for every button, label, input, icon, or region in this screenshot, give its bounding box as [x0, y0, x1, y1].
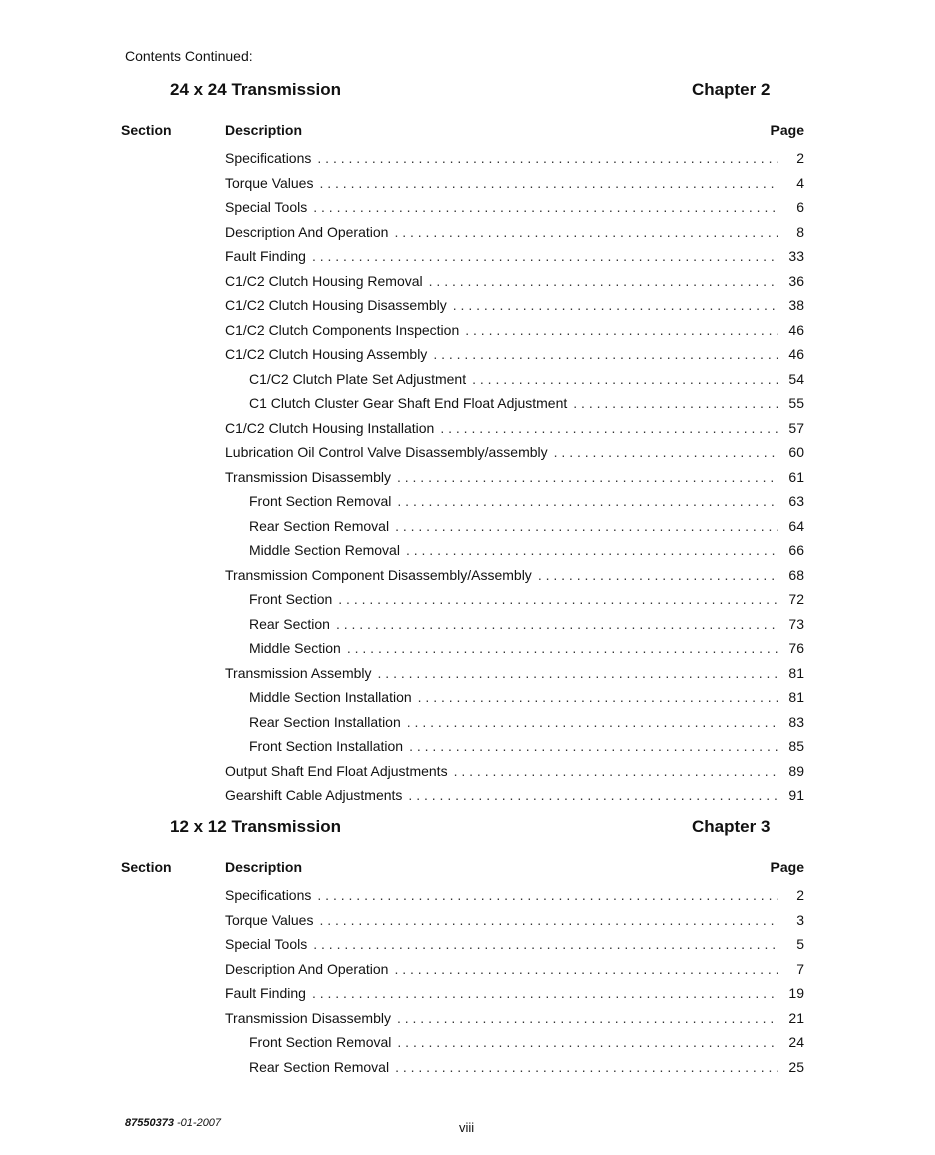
- chapter-number: Chapter 3: [692, 817, 771, 836]
- section-column-header: Section: [121, 122, 172, 138]
- description-column-header: Description: [225, 122, 303, 138]
- chapter-title: 24 x 24 Transmission: [170, 80, 342, 99]
- toc-entry-page: 4: [796, 174, 804, 191]
- toc-entry-page: 73: [788, 615, 804, 632]
- toc-entry-title: Transmission Component Disassembly/Assembly: [225, 566, 532, 583]
- toc-entry: [225, 197, 804, 222]
- toc-entry: [225, 885, 804, 910]
- toc-entry-page: 6: [796, 199, 804, 215]
- toc-entry-title: Fault Finding: [225, 248, 306, 264]
- toc-entry: [225, 222, 804, 247]
- dot-leader: [319, 910, 778, 930]
- column-headers: [0, 859, 935, 885]
- toc-entry-title: C1/C2 Clutch Plate Set Adjustment: [249, 370, 467, 387]
- toc-entry-title: Rear Section: [249, 615, 330, 632]
- dot-leader: [433, 344, 778, 364]
- toc-entry-page: 3: [796, 911, 804, 928]
- toc-entry: [225, 663, 804, 688]
- toc-entry-title: Front Section: [249, 591, 333, 607]
- toc-entry-page: 19: [788, 985, 804, 1001]
- toc-entry: [225, 983, 804, 1008]
- toc-entry-page: 76: [788, 640, 804, 656]
- toc-entry-page: 55: [788, 395, 804, 411]
- toc-entry-title: Middle Section Removal: [249, 542, 400, 558]
- dot-leader: [453, 295, 778, 315]
- dot-leader: [538, 565, 778, 585]
- toc-entry-page: 7: [796, 960, 804, 977]
- toc-entry: [225, 565, 804, 590]
- toc-entry: [225, 761, 804, 786]
- dot-leader: [313, 934, 778, 954]
- toc-entry-title: Description And Operation: [225, 223, 389, 240]
- toc-entry-page: 57: [788, 419, 804, 436]
- toc-entry: [225, 934, 804, 959]
- toc-entry: [225, 344, 804, 369]
- toc-entry: [225, 910, 804, 935]
- toc-entry-page: 81: [788, 689, 804, 705]
- dot-leader: [454, 761, 778, 781]
- page-column-header: Page: [770, 859, 804, 875]
- dot-leader: [317, 148, 778, 168]
- toc-entry-title: C1/C2 Clutch Components Inspection: [225, 321, 460, 338]
- toc-entry-title: Rear Section Removal: [249, 1058, 390, 1075]
- toc-entry: [249, 687, 804, 712]
- chapter-number: Chapter 2: [692, 80, 771, 99]
- toc-entry-title: Fault Finding: [225, 985, 306, 1001]
- toc-entry: [225, 785, 804, 810]
- toc-entry-page: 72: [788, 591, 804, 607]
- toc-entry-title: C1/C2 Clutch Housing Assembly: [225, 346, 428, 362]
- dot-leader: [409, 736, 778, 756]
- toc-entry-title: Front Section Removal: [249, 493, 392, 509]
- dot-leader: [312, 983, 778, 1003]
- toc-entry-page: 68: [788, 566, 804, 583]
- toc-entry-page: 81: [788, 664, 804, 681]
- toc-entry-page: 2: [796, 887, 804, 903]
- dot-leader: [573, 393, 778, 413]
- dot-leader: [397, 1032, 778, 1052]
- dot-leader: [319, 173, 778, 193]
- toc-entry: [225, 271, 804, 296]
- dot-leader: [317, 885, 778, 905]
- toc-entry: [225, 442, 804, 467]
- toc-entry-title: C1/C2 Clutch Housing Removal: [225, 272, 423, 289]
- toc-entry-page: 36: [788, 272, 804, 289]
- toc-entry-page: 46: [788, 346, 804, 362]
- toc-entry: [225, 418, 804, 443]
- toc-entry-page: 54: [788, 370, 804, 387]
- toc-entry: [249, 589, 804, 614]
- dot-leader: [407, 712, 778, 732]
- toc-entry-page: 21: [788, 1009, 804, 1026]
- toc-entry: [225, 295, 804, 320]
- dot-leader: [408, 785, 778, 805]
- page-number: viii: [459, 1120, 475, 1135]
- toc-entry: [249, 516, 804, 541]
- toc-entry-page: 5: [796, 936, 804, 952]
- toc-entry-page: 66: [788, 542, 804, 558]
- toc-entry-page: 60: [788, 444, 804, 460]
- toc-entry-title: Torque Values: [225, 911, 314, 928]
- toc-entry-title: C1/C2 Clutch Housing Disassembly: [225, 297, 447, 313]
- toc-entry-title: Description And Operation: [225, 960, 389, 977]
- chapter-title: 12 x 12 Transmission: [170, 817, 342, 836]
- toc-entry: [249, 736, 804, 761]
- toc-entry-title: Special Tools: [225, 199, 308, 215]
- dot-leader: [394, 222, 778, 242]
- section-column-header: Section: [121, 859, 172, 875]
- toc-entry-page: 46: [788, 321, 804, 338]
- toc-entry-title: Transmission Disassembly: [225, 1009, 391, 1026]
- toc-entries: [0, 885, 935, 1081]
- chapter-block-3: [0, 817, 935, 1081]
- dot-leader: [394, 959, 778, 979]
- toc-entry-page: 61: [788, 468, 804, 485]
- toc-entry: [225, 467, 804, 492]
- chapter-block-2: [0, 80, 935, 810]
- toc-entry-page: 85: [788, 738, 804, 754]
- dot-leader: [418, 687, 778, 707]
- dot-leader: [395, 516, 778, 536]
- chapter-heading: [0, 817, 935, 847]
- toc-entry: [249, 491, 804, 516]
- toc-entry: [225, 959, 804, 984]
- toc-entry-title: Rear Section Installation: [249, 713, 401, 730]
- toc-entry-title: Middle Section: [249, 640, 341, 656]
- toc-entry-title: C1/C2 Clutch Housing Installation: [225, 419, 435, 436]
- toc-entry-title: Lubrication Oil Control Valve Disassembly/assembly: [225, 444, 548, 460]
- toc-entry: [249, 1032, 804, 1057]
- toc-entry-title: Transmission Disassembly: [225, 468, 391, 485]
- toc-entry-title: C1 Clutch Cluster Gear Shaft End Float Adjustment: [249, 395, 568, 411]
- dot-leader: [406, 540, 778, 560]
- dot-leader: [397, 467, 778, 487]
- toc-entry-page: 63: [788, 493, 804, 509]
- toc-entry: [249, 712, 804, 737]
- toc-entry-page: 24: [788, 1034, 804, 1050]
- dot-leader: [378, 663, 778, 683]
- dot-leader: [336, 614, 778, 634]
- toc-entry-page: 91: [788, 787, 804, 803]
- toc-entry: [249, 369, 804, 394]
- toc-entry: [249, 638, 804, 663]
- dot-leader: [429, 271, 778, 291]
- toc-entry-title: Transmission Assembly: [225, 664, 372, 681]
- toc-entry-page: 25: [788, 1058, 804, 1075]
- document-number: 87550373: [125, 1117, 174, 1129]
- toc-entry-title: Front Section Installation: [249, 738, 404, 754]
- dot-leader: [312, 246, 778, 266]
- toc-entry-title: Specifications: [225, 887, 312, 903]
- toc-entry-title: Special Tools: [225, 936, 308, 952]
- dot-leader: [465, 320, 778, 340]
- toc-entry-title: Output Shaft End Float Adjustments: [225, 762, 448, 779]
- toc-entry-page: 38: [788, 297, 804, 313]
- page-column-header: Page: [770, 122, 804, 138]
- toc-entry: [225, 320, 804, 345]
- dot-leader: [440, 418, 778, 438]
- toc-entry-page: 83: [788, 713, 804, 730]
- toc-entry: [249, 1057, 804, 1082]
- dot-leader: [397, 491, 778, 511]
- document-date: -01-2007: [173, 1117, 222, 1129]
- toc-entry-page: 2: [796, 150, 804, 166]
- toc-entry-page: 33: [788, 248, 804, 264]
- dot-leader: [395, 1057, 778, 1077]
- toc-entry: [249, 614, 804, 639]
- toc-entries: [0, 148, 935, 810]
- dot-leader: [554, 442, 778, 462]
- dot-leader: [347, 638, 778, 658]
- dot-leader: [472, 369, 778, 389]
- toc-entry-title: Gearshift Cable Adjustments: [225, 787, 403, 803]
- dot-leader: [313, 197, 778, 217]
- column-headers: [0, 122, 935, 148]
- contents-continued-label: Contents Continued:: [125, 48, 253, 64]
- dot-leader: [397, 1008, 778, 1028]
- description-column-header: Description: [225, 859, 303, 875]
- dot-leader: [338, 589, 778, 609]
- toc-entry: [225, 246, 804, 271]
- toc-entry-page: 64: [788, 517, 804, 534]
- toc-entry: [249, 540, 804, 565]
- toc-entry: [225, 173, 804, 198]
- chapter-heading: [0, 80, 935, 110]
- toc-entry-title: Torque Values: [225, 174, 314, 191]
- toc-entry-page: 89: [788, 762, 804, 779]
- toc-entry: [249, 393, 804, 418]
- toc-entry: [225, 1008, 804, 1033]
- toc-entry-title: Middle Section Installation: [249, 689, 412, 705]
- toc-entry-title: Front Section Removal: [249, 1034, 392, 1050]
- toc-entry-title: Specifications: [225, 150, 312, 166]
- document-code: [125, 1117, 221, 1129]
- toc-entry-page: 8: [796, 223, 804, 240]
- toc-entry: [225, 148, 804, 173]
- toc-entry-title: Rear Section Removal: [249, 517, 390, 534]
